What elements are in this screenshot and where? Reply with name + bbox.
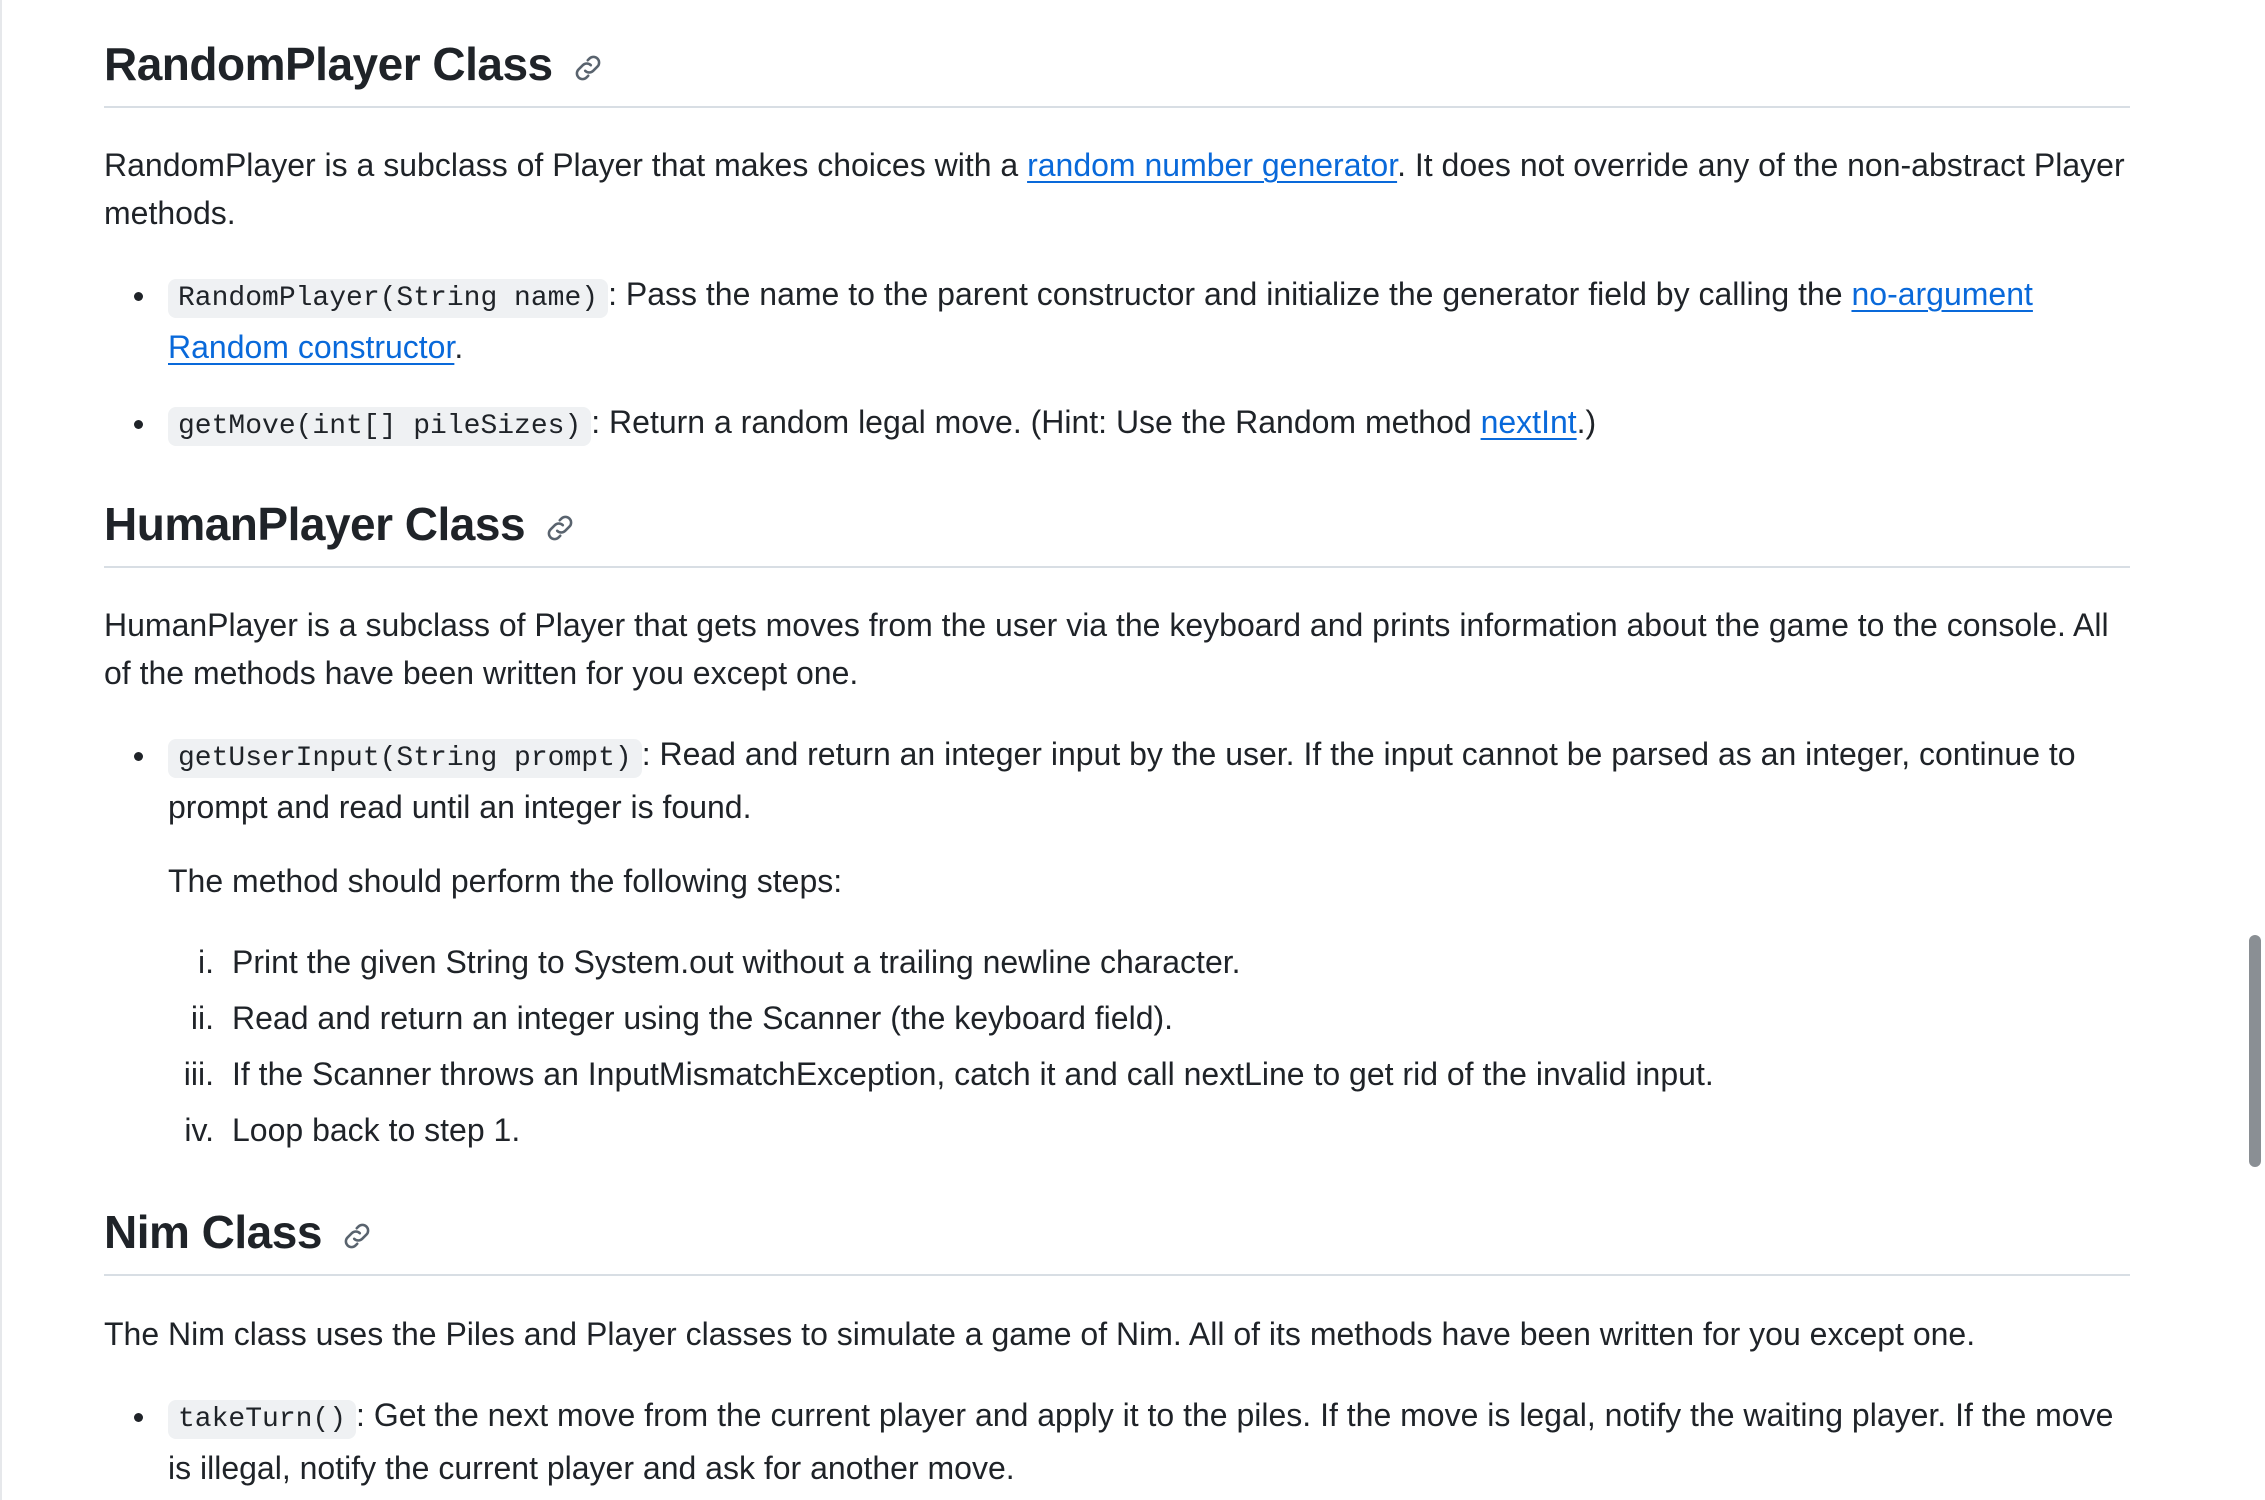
heading-divider [104, 106, 2130, 108]
heading-text: HumanPlayer Class [104, 498, 526, 550]
code-span: RandomPlayer(String name) [168, 279, 608, 318]
human-player-intro: HumanPlayer is a subclass of Player that gets moves from the user via the keyboard and prints information about the game to the console. All of the methods have been written for you except one. [104, 607, 2109, 691]
random-number-generator-link[interactable]: random number generator [1027, 147, 1398, 183]
section-nim [104, 1204, 2130, 1260]
link-icon[interactable] [571, 51, 605, 85]
section-heading [104, 36, 2130, 92]
list-item [184, 1106, 2130, 1154]
list-item [183, 1050, 2130, 1098]
list-item: getUserInput(String prompt) : Read and return an integer input by the user. If the input cannot be parsed as an integer, continue to prompt and read until an integer is found. [168, 730, 2130, 831]
step-number: i. [198, 944, 214, 980]
nim-intro: The Nim class uses the Piles and Player classes to simulate a game of Nim. All of its methods have been written for you except one. [104, 1316, 1976, 1352]
heading-divider [104, 1274, 2130, 1276]
bullet-icon [134, 292, 143, 301]
step-number: iv. [184, 1112, 214, 1148]
heading-divider [104, 566, 2130, 568]
list-item: takeTurn() : Get the next move from the current player and apply it to the piles. If the move is legal, notify the waiting player. If the move is illegal, notify the current player and ask for another move. [168, 1391, 2130, 1492]
bullet-icon [134, 420, 143, 429]
step-number: ii. [190, 1000, 214, 1036]
step-text: Print the given String to System.out without a trailing newline character. [232, 944, 1241, 980]
random-player-intro: RandomPlayer is a subclass of Player that makes choices with a random number generator. It does not override any of the non-abstract Player methods. [104, 147, 2125, 231]
code-span: takeTurn() [168, 1400, 356, 1439]
bullet-icon [134, 752, 143, 761]
list-item: RandomPlayer(String name) : Pass the name to the parent constructor and initialize the generator field by calling the no-argument Random constructor. [168, 270, 2130, 371]
section-random-player [104, 36, 2130, 92]
nextint-link[interactable]: nextInt [1480, 404, 1577, 440]
step-text: Loop back to step 1. [232, 1112, 521, 1148]
random-constructor-link[interactable]: no-argument Random constructor [168, 276, 2033, 365]
heading-text: Nim Class [104, 1206, 322, 1258]
section-heading [104, 1204, 2130, 1260]
link-icon[interactable] [340, 1219, 374, 1253]
step-text: Read and return an integer using the Scanner (the keyboard field). [232, 1000, 1174, 1036]
step-text: If the Scanner throws an InputMismatchException, catch it and call nextLine to get rid of the invalid input. [232, 1056, 1714, 1092]
step-number: iii. [183, 1056, 214, 1092]
section-heading [104, 496, 2130, 552]
code-span: getUserInput(String prompt) [168, 739, 642, 778]
link-icon[interactable] [543, 511, 577, 545]
list-item: getMove(int[] pileSizes) : Return a random legal move. (Hint: Use the Random method nextInt.) [168, 398, 2130, 451]
code-span: getMove(int[] pileSizes) [168, 407, 591, 446]
section-human-player [104, 496, 2130, 552]
list-item [190, 994, 2130, 1042]
scrollbar-thumb[interactable] [2249, 935, 2261, 1167]
page-left-border [0, 0, 2, 1500]
bullet-icon [134, 1413, 143, 1422]
heading-text: RandomPlayer Class [104, 38, 553, 90]
steps-intro: The method should perform the following steps: [168, 863, 843, 899]
list-item [198, 938, 2130, 986]
